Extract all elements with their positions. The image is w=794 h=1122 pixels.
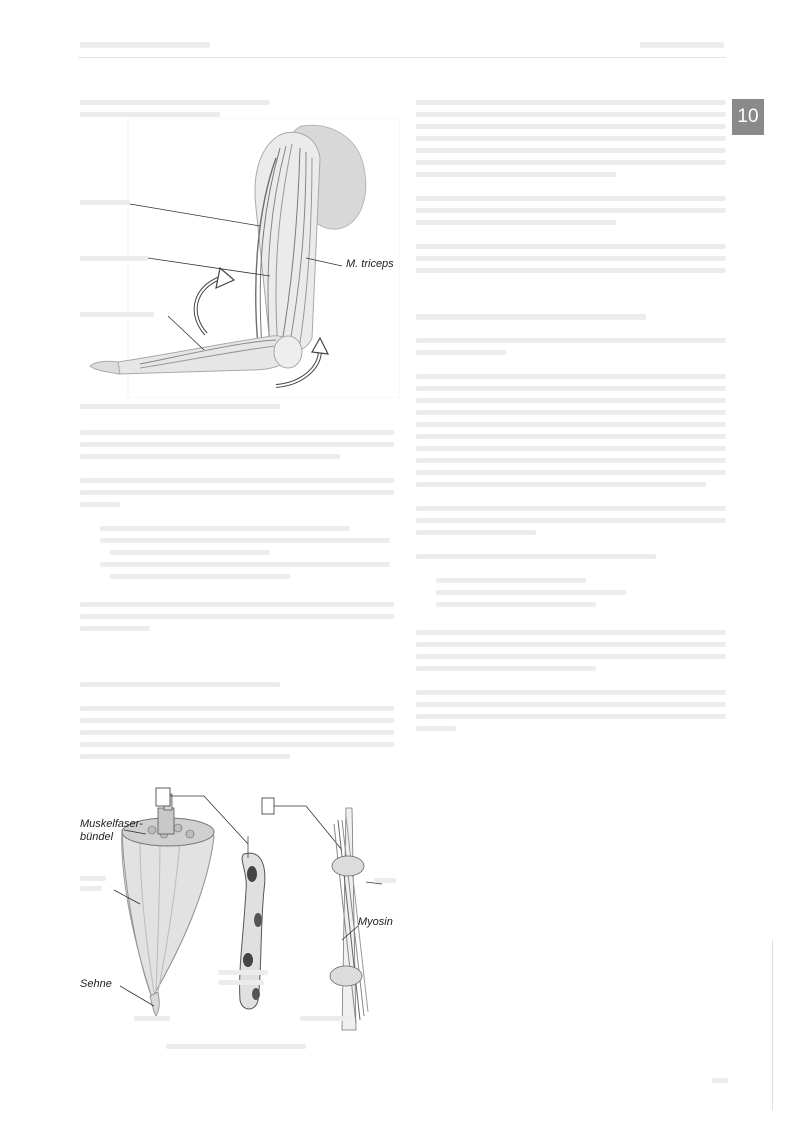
left-column-text-2: [80, 682, 396, 782]
label-muskelfaser-line1: Muskelfaser-: [80, 818, 143, 830]
label-aktin-faint: [374, 878, 396, 883]
label-faszie-faint: [80, 876, 106, 881]
running-header-right: [640, 40, 724, 51]
label-faszie-faint-2: [80, 886, 102, 891]
running-header-left: [80, 40, 210, 51]
label-brachioradialis-faint: [80, 312, 154, 317]
label-biceps-faint: [80, 200, 130, 205]
chapter-tab: [732, 99, 764, 135]
label-muskelfaser-line2: bündel: [80, 831, 114, 843]
label-sehne: Sehne: [80, 978, 112, 990]
caption-muscle-figure-faint: [166, 1044, 306, 1049]
label-zellkern-faint: [218, 970, 268, 975]
page-number-faint: [712, 1078, 728, 1083]
chapter-number: 10: [737, 106, 759, 127]
label-muskelfaserbuendel: [80, 818, 143, 844]
page-edge-line: [772, 940, 773, 1110]
label-triceps: M. triceps: [346, 258, 394, 270]
label-myosin: Myosin: [358, 916, 393, 928]
left-column-text-1: [80, 404, 396, 654]
label-muskel-faint: [134, 1016, 170, 1021]
label-myofibrille-faint: [300, 1016, 352, 1021]
right-column-text: [416, 100, 728, 760]
header-rule: [78, 57, 726, 58]
label-brachialis-faint: [80, 256, 148, 261]
label-zellkern-faint-2: [218, 980, 264, 985]
